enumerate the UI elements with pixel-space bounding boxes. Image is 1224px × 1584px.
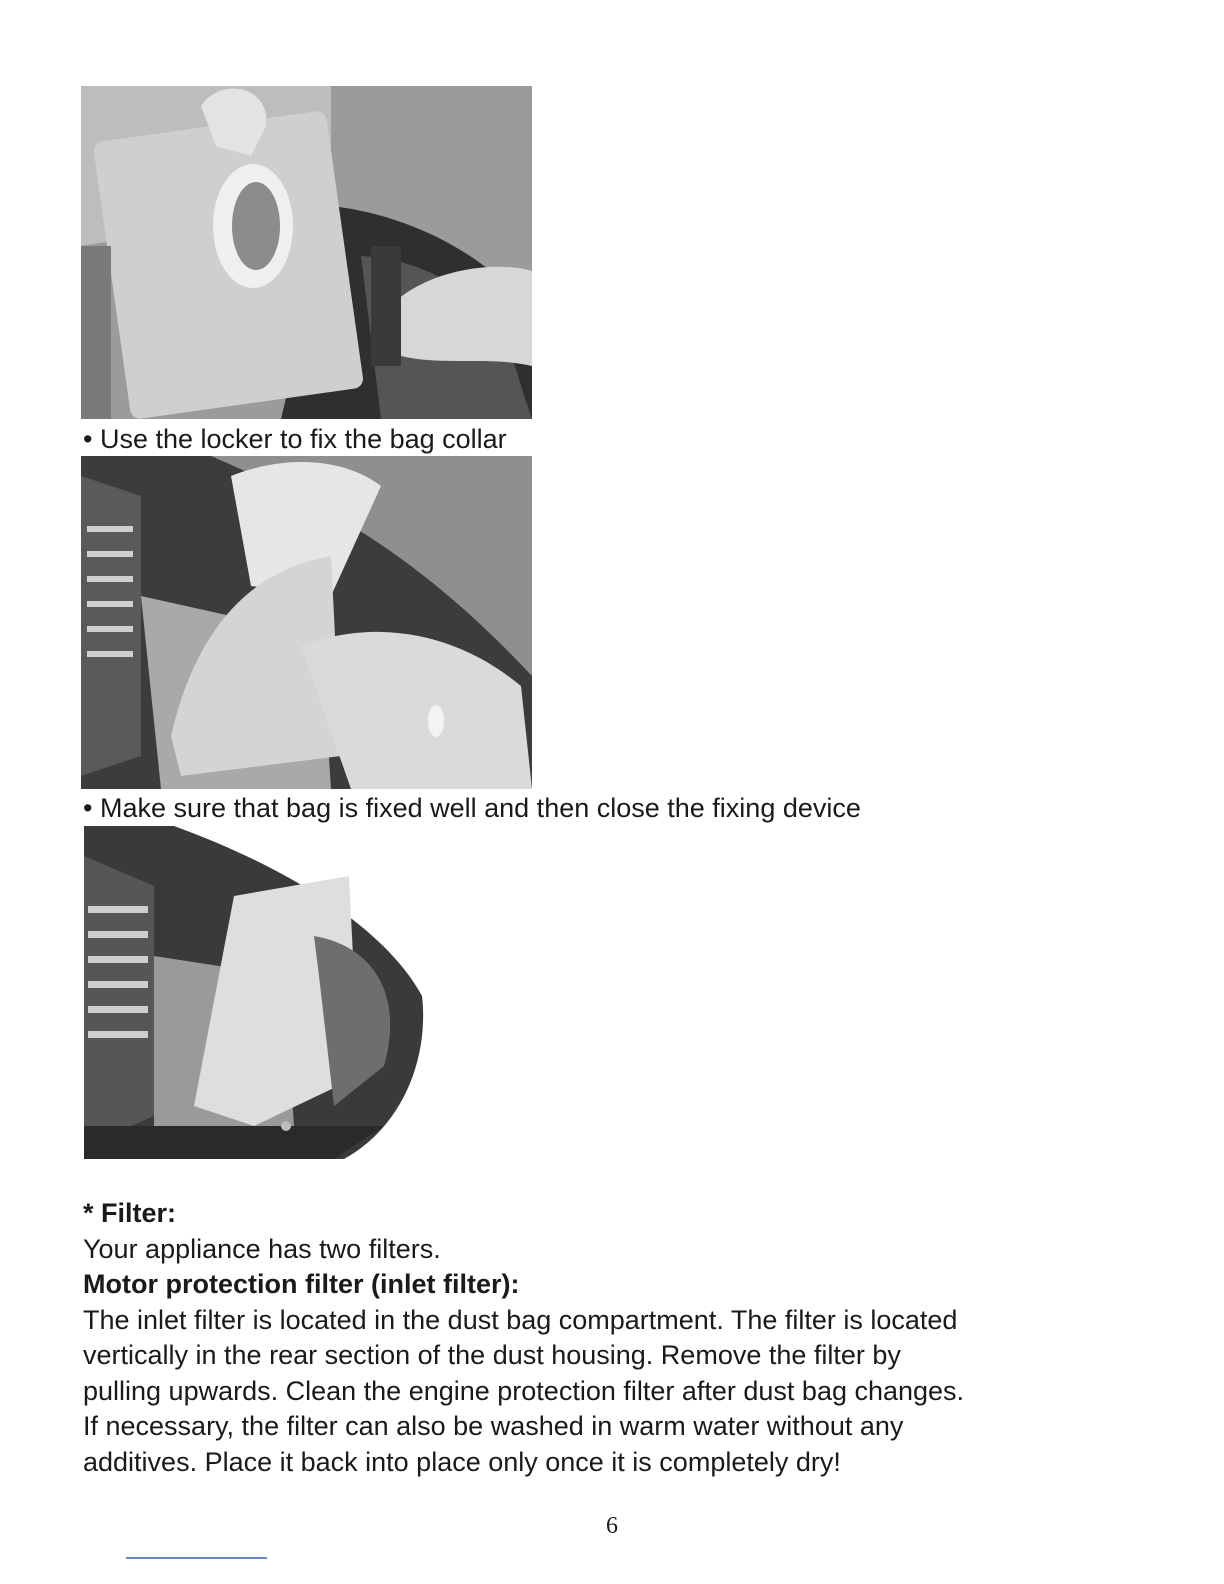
footer-rule (126, 1557, 267, 1559)
filter-paragraph-line: If necessary, the filter can also be washed in warm water without any (83, 1411, 904, 1441)
step-caption-2: • Make sure that bag is fixed well and then close the fixing device (83, 793, 861, 823)
filter-paragraph-line: pulling upwards. Clean the engine protection filter after dust bag changes. (83, 1375, 965, 1406)
motor-filter-subheading: Motor protection filter (inlet filter): (83, 1269, 520, 1299)
photo-bag-collar-locker (81, 86, 532, 419)
filter-paragraph-line: vertically in the rear section of the dust housing. Remove the filter by (83, 1340, 901, 1370)
step-caption-1: • Use the locker to fix the bag collar (83, 424, 507, 454)
filter-paragraph-line: additives. Place it back into place only once it is completely dry! (83, 1446, 841, 1477)
filter-section (83, 1196, 1143, 1480)
page-number: 6 (606, 1513, 618, 1539)
filter-intro: Your appliance has two filters. (83, 1233, 441, 1264)
photo-device-closed (84, 826, 424, 1159)
filter-paragraph-line: The inlet filter is located in the dust bag compartment. The filter is located (83, 1304, 958, 1335)
filter-heading: * Filter: (83, 1198, 177, 1228)
photo-fixing-bag (81, 456, 532, 789)
